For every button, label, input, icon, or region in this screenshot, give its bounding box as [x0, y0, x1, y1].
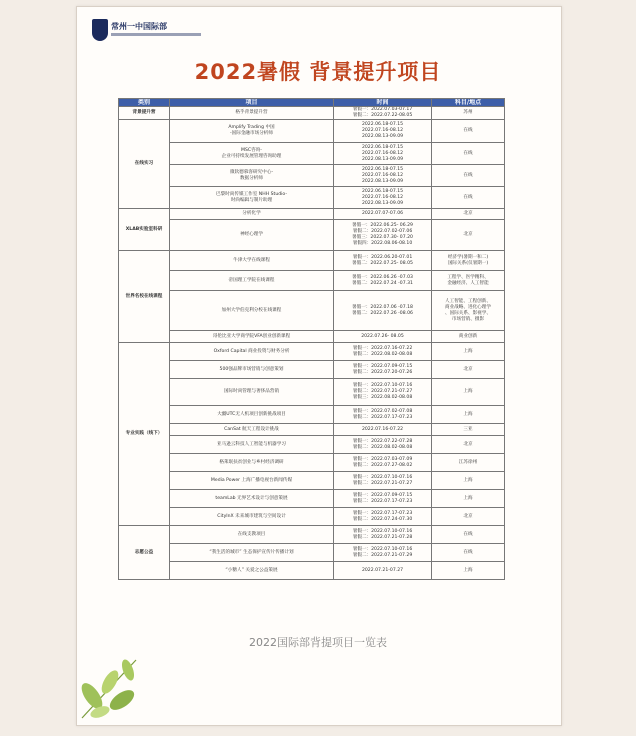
project-cell	[170, 490, 334, 508]
time-cell	[334, 143, 432, 165]
project-cell	[170, 361, 334, 379]
cell-line: 在线	[463, 531, 473, 537]
category-cell: 专业实践（线下）	[119, 343, 170, 526]
cell-line: “小糖人” 关爱之公益策展	[225, 567, 278, 573]
cell-line: 2022.07.16-08.12	[361, 194, 404, 200]
time-cell	[334, 107, 432, 120]
cell-line: 牛津大学在线课程	[233, 257, 270, 263]
cell-line: 在线	[463, 150, 473, 156]
project-cell	[170, 271, 334, 291]
header-category: 类别	[119, 99, 170, 107]
category-cell: XLAB实验室科研	[119, 209, 170, 251]
table-row	[119, 331, 505, 343]
project-cell	[170, 526, 334, 544]
cell-line: 2022.07.16-08.12	[361, 172, 404, 178]
cell-line: 分析化学	[242, 211, 261, 216]
cell-line: 2022.07.16-08.12	[361, 150, 404, 156]
project-cell	[170, 424, 334, 436]
project-cell	[170, 472, 334, 490]
time-cell	[334, 343, 432, 361]
cell-line: 2022.07.21-07.27	[361, 567, 404, 573]
project-cell	[170, 406, 334, 424]
cell-line: Amplify Trading 中国	[228, 125, 275, 130]
table-row	[119, 526, 505, 544]
table-row	[119, 187, 505, 209]
location-cell	[432, 361, 505, 379]
category-cell: 世界名校在线课程	[119, 251, 170, 343]
cell-line: 在线	[463, 194, 473, 200]
cell-line: 金融经济、人工智能	[447, 280, 489, 286]
table-row	[119, 120, 505, 143]
project-cell	[170, 544, 334, 562]
cell-line: 在线	[463, 172, 473, 178]
table-row	[119, 361, 505, 379]
category-cell: 在线实习	[119, 120, 170, 209]
page-title: 2022暑假 背景提升项目	[194, 60, 442, 84]
location-cell	[432, 454, 505, 472]
location-cell	[432, 187, 505, 209]
cell-line: 暑假一：2022.07.10-07.16	[352, 383, 413, 388]
cell-line: CityInX 未来城市建筑与空间设计	[217, 513, 286, 519]
cell-line: 暑假二：2022.07.27-08.02	[352, 462, 413, 468]
time-cell	[334, 331, 432, 343]
cell-line: 暑假二：2022.07.25- 08.05	[352, 260, 413, 266]
cell-line: 2022.08.13-09.09	[361, 200, 404, 206]
time-cell	[334, 490, 432, 508]
cell-line: 暑假二：2022.08.02-08.08	[352, 351, 413, 357]
cell-line: 暑假一：2022.07.10-07.16	[352, 528, 413, 534]
location-cell	[432, 251, 505, 271]
cell-line: “我生活的城市” 生态保护宣传片传播计划	[209, 549, 294, 555]
cell-line: 上海	[463, 567, 473, 573]
cell-line: 北京	[463, 441, 473, 447]
cell-line: 商业战略、进化心理学	[445, 304, 491, 310]
cell-line: 在线	[463, 128, 473, 133]
cell-line: 暑假一：2022.07.10-07.16	[352, 474, 413, 480]
cell-line: teamLab 无界艺术设计与创意策展	[215, 495, 288, 501]
location-cell	[432, 379, 505, 406]
cell-line: 2022.07.26- 08.05	[361, 333, 404, 339]
project-cell	[170, 291, 334, 331]
cell-line: 暑假二：2022.07.17-07.23	[352, 498, 413, 504]
cell-line: 2022.08.13-09.09	[361, 156, 404, 162]
cell-line: 北京	[463, 211, 473, 216]
time-cell	[334, 209, 432, 220]
time-cell	[334, 291, 432, 331]
cell-line: 苏州	[463, 110, 473, 115]
time-cell	[334, 251, 432, 271]
cell-line: 北京	[463, 232, 473, 237]
location-cell	[432, 143, 505, 165]
cell-line: 上海	[463, 411, 473, 417]
cell-line: 、国际关系、影视学、	[445, 310, 491, 316]
time-cell	[334, 271, 432, 291]
cell-line: 暑假二：2022.08.02-08.08	[352, 444, 413, 450]
table-row	[119, 562, 505, 580]
cell-line: 2022.06.18-07.15	[361, 122, 404, 127]
cell-line: 暑假一：2022.06.25- 06.29	[352, 223, 413, 228]
cell-line: 人工智能、工程创新、	[445, 298, 491, 304]
cell-line: 市场营销、摄影	[451, 316, 485, 322]
location-cell	[432, 343, 505, 361]
school-crest-icon	[92, 19, 108, 41]
cell-line: 暑假一：2022.06.26 -07.03	[352, 274, 413, 280]
category-cell: 背景提升营	[119, 107, 170, 120]
cell-line: 国际关系(仅暑期一)	[447, 260, 489, 266]
cell-line: -国际金融市场分析师	[229, 131, 273, 136]
time-cell	[334, 454, 432, 472]
table-row	[119, 454, 505, 472]
cell-line: 亚马逊云科技人工智能与机器学习	[217, 441, 286, 447]
time-cell	[334, 120, 432, 143]
location-cell	[432, 544, 505, 562]
cell-line: 工程学、医学精科、	[447, 274, 489, 280]
project-cell	[170, 187, 334, 209]
project-cell	[170, 562, 334, 580]
cell-line: 哥伦比亚大学商学院VFA创业创新课程	[212, 333, 291, 339]
table-row	[119, 406, 505, 424]
project-cell	[170, 209, 334, 220]
cell-line: MSC咨询-	[241, 147, 262, 153]
table-row	[119, 251, 505, 271]
cell-line: 三亚	[463, 426, 473, 432]
project-cell	[170, 107, 334, 120]
location-cell	[432, 406, 505, 424]
cell-line: Oxford Capital 商业投资与财务分析	[213, 348, 290, 354]
project-cell	[170, 220, 334, 251]
table-row	[119, 291, 505, 331]
logo-subtitle-line	[111, 33, 201, 36]
cell-line: 2022.07.16-08.12	[361, 128, 404, 133]
project-cell	[170, 454, 334, 472]
logo-text: 常州一中国际部	[111, 21, 167, 31]
location-cell	[432, 165, 505, 187]
project-cell	[170, 120, 334, 143]
project-cell	[170, 343, 334, 361]
cell-line: 暑假四：2022.08.06-08.10	[352, 241, 413, 246]
cell-line: 时尚编辑与制片助理	[230, 197, 273, 203]
location-cell	[432, 562, 505, 580]
cell-line: 暑假二：2022.07.02-07.06	[352, 229, 413, 234]
cell-line: 北京	[463, 366, 473, 372]
cell-line: 加州大学伯克利分校在线课程	[221, 307, 282, 313]
location-cell	[432, 271, 505, 291]
cell-line: 2022.06.18-07.15	[361, 144, 404, 150]
location-cell	[432, 472, 505, 490]
table-row	[119, 472, 505, 490]
cell-line: 在线支教项目	[237, 531, 266, 537]
table-row	[119, 508, 505, 526]
location-cell	[432, 436, 505, 454]
table-row	[119, 490, 505, 508]
location-cell	[432, 120, 505, 143]
time-cell	[334, 220, 432, 251]
cell-line: 2022.06.18-07.15	[361, 188, 404, 194]
location-cell	[432, 526, 505, 544]
cell-line: 暑假一：2022.07.09-07.15	[352, 492, 413, 498]
cell-line: 巴黎时尚传媒工作室 NHH Studio-	[216, 191, 287, 197]
cell-line: CanSat 航天工程设计挑战	[224, 426, 279, 432]
cell-line: 暑假二：2022.07.22-08.05	[352, 113, 413, 118]
cell-line: 格乎背景提升营	[235, 110, 268, 115]
cell-line: 经济学(暑期一和二)	[447, 254, 489, 260]
cell-line: 暑假一：2022.07.16-07.22	[352, 345, 413, 351]
location-cell	[432, 331, 505, 343]
table-body	[119, 107, 505, 580]
cell-line: 暑假二：2022.07.21-07.29	[352, 552, 413, 558]
table-row	[119, 379, 505, 406]
cell-line: 帝国理工学院在线课程	[228, 277, 275, 283]
cell-line: 北京	[463, 513, 473, 519]
cell-line: 暑假一：2022.07.02-07.08	[352, 408, 413, 414]
cell-line: 江苏徐州	[458, 459, 478, 465]
time-cell	[334, 361, 432, 379]
location-cell	[432, 220, 505, 251]
leaf-decoration-icon	[76, 652, 148, 722]
project-cell	[170, 508, 334, 526]
cell-line: 2022.08.13-09.09	[361, 134, 404, 139]
time-cell	[334, 424, 432, 436]
location-cell	[432, 209, 505, 220]
header-subject-location: 科目/地点	[432, 99, 505, 107]
table-row	[119, 436, 505, 454]
cell-line: 大疆UTC无人机项目创新挑战项目	[217, 411, 286, 417]
table-row	[119, 424, 505, 436]
project-cell	[170, 143, 334, 165]
time-cell	[334, 472, 432, 490]
header-time: 时间	[334, 99, 432, 107]
cell-line: 2022.06.18-07.15	[361, 166, 404, 172]
time-cell	[334, 379, 432, 406]
cell-line: 格莱珉扶贫创业与乡村经济调研	[219, 459, 284, 465]
table-header-row	[119, 99, 505, 107]
cell-line: 国际时尚管理与奢侈品营销	[223, 389, 280, 394]
cell-line: 2022.08.13-09.09	[361, 178, 404, 184]
cell-line: 暑假一：2022.07.17-07.23	[352, 510, 413, 516]
cell-line: 上海	[463, 477, 473, 483]
cell-line: 在线	[463, 549, 473, 555]
cell-line: 神经心理学	[240, 232, 263, 237]
location-cell	[432, 291, 505, 331]
cell-line: 暑假二：2022.07.24-07.30	[352, 516, 413, 522]
school-logo	[92, 19, 204, 47]
location-cell	[432, 508, 505, 526]
cell-line: 企业可持续发展管理咨询助理	[221, 153, 282, 159]
table-row	[119, 544, 505, 562]
time-cell	[334, 562, 432, 580]
cell-line: 上海	[463, 389, 473, 394]
project-cell	[170, 331, 334, 343]
cell-line: Media Power 上海广播电视台新闻传媒	[210, 477, 293, 483]
time-cell	[334, 526, 432, 544]
table-row	[119, 107, 505, 120]
cell-line: 暑假二：2022.07.21-07.28	[352, 534, 413, 540]
cell-line: 上海	[463, 495, 473, 501]
cell-line: 暑假二：2022.07.26 -08.06	[352, 310, 413, 316]
cell-line: 暑假一：2022.07.03-07.17	[352, 107, 413, 112]
time-cell	[334, 508, 432, 526]
cell-line: 上海	[463, 348, 473, 354]
location-cell	[432, 490, 505, 508]
header-project: 项目	[170, 99, 334, 107]
figure-caption: 2022国际部背提项目一览表	[249, 636, 387, 649]
time-cell	[334, 436, 432, 454]
cell-line: 500强品牌市场营销与创意策划	[219, 366, 284, 372]
cell-line: 暑假一：2022.07.10-07.16	[352, 546, 413, 552]
table-row	[119, 143, 505, 165]
table-row	[119, 271, 505, 291]
cell-line: 暑假一：2022.07.22-07.28	[352, 438, 413, 444]
category-cell: 志愿公益	[119, 526, 170, 580]
project-cell	[170, 251, 334, 271]
location-cell	[432, 107, 505, 120]
time-cell	[334, 406, 432, 424]
cell-line: 暑假二：2022.07.21-07.27	[352, 389, 413, 394]
location-cell	[432, 424, 505, 436]
program-table	[118, 98, 505, 580]
time-cell	[334, 187, 432, 209]
cell-line: 暑假二：2022.07.24 -07.31	[352, 280, 413, 286]
cell-line: 暑假一：2022.07.06 -07.18	[352, 304, 413, 310]
cell-line: 2022.07.07-07.06	[361, 211, 404, 216]
cell-line: 暑假二：2022.07.17-07.23	[352, 414, 413, 420]
cell-line: 数据分析师	[240, 175, 263, 181]
table-row	[119, 165, 505, 187]
table-row	[119, 343, 505, 361]
project-cell	[170, 165, 334, 187]
project-cell	[170, 379, 334, 406]
cell-line: 暑假一：2022.07.09-07.15	[352, 363, 413, 369]
time-cell	[334, 544, 432, 562]
cell-line: 商业创新	[458, 333, 478, 339]
cell-line: 2022.07.16-07.22	[361, 426, 404, 432]
cell-line: 暑假三：2022.08.02-08.08	[352, 395, 413, 400]
cell-line: 微软德慕客研究中心-	[229, 169, 273, 175]
cell-line: 暑假一：2022.06.20-07.01	[352, 254, 413, 260]
cell-line: 暑假三：2022.07.30- 07.20	[352, 235, 413, 240]
table-row	[119, 220, 505, 251]
cell-line: 暑假一：2022.07.03-07.09	[352, 456, 413, 462]
table-row	[119, 209, 505, 220]
cell-line: 暑假二：2022.07.20-07.26	[352, 369, 413, 375]
time-cell	[334, 165, 432, 187]
cell-line: 暑假二：2022.07.21-07.27	[352, 480, 413, 486]
project-cell	[170, 436, 334, 454]
